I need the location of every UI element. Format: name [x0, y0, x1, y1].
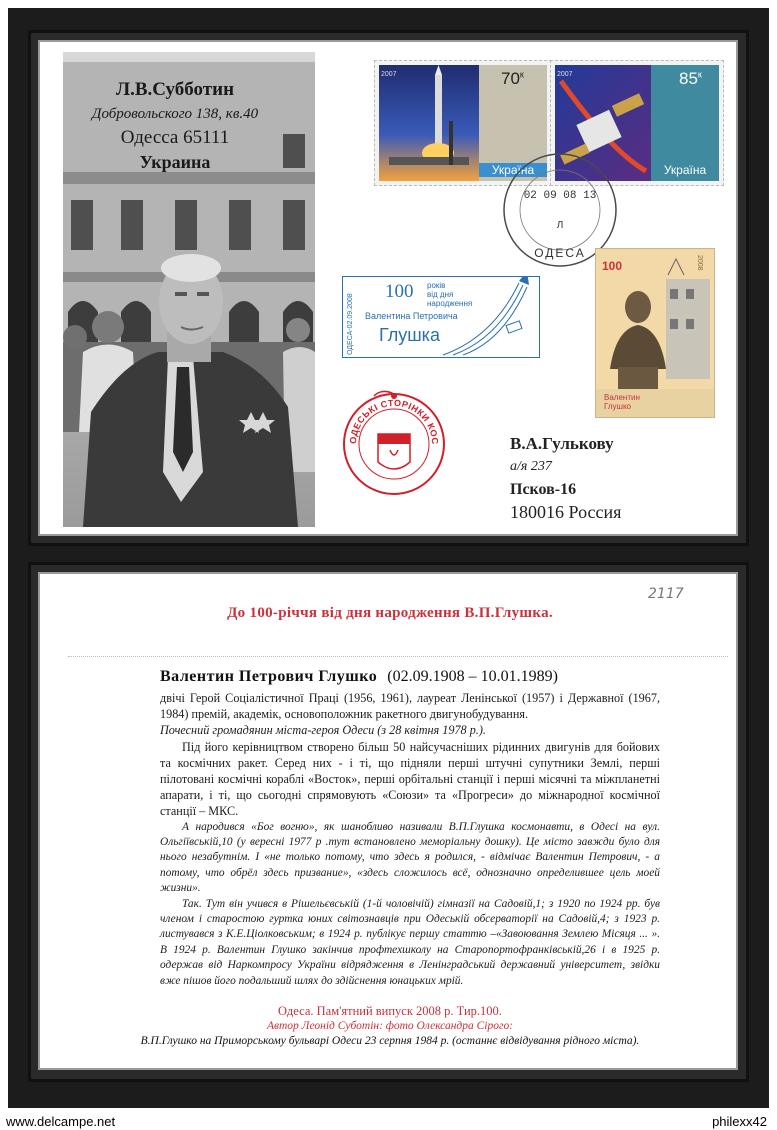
sender-city: Одесса 65111 — [120, 127, 230, 148]
bio-text — [160, 690, 660, 989]
stamp1-country: Україна — [479, 163, 547, 177]
cachet-surname: Глушка — [379, 325, 440, 345]
stamp-personal — [595, 248, 715, 418]
recipient-box: а/я 237 — [510, 459, 552, 474]
watermark-right: philexx42 — [712, 1114, 767, 1129]
personal-stamp-caption: Валентин Глушко — [604, 393, 640, 411]
recipient-address — [510, 432, 621, 524]
bio-heading-dates: (02.09.1908 – 10.01.1989) — [387, 668, 558, 685]
bio-paragraph-1: двічі Герой Соціалістичної Праці (1956, 1961), лауреат Ленінської (1957) і Державної (1967, 1984) премій, академік, основоположник ракетного двигунобудування. — [160, 691, 660, 722]
watermark-left: www.delcampe.net — [6, 1114, 116, 1129]
red-cachet-text: ОДЕСЬКІ СТОРІНКИ КОС — [347, 397, 441, 445]
sender-name: Л.В.Субботин — [115, 79, 235, 100]
postmark-city: ОДЕСА — [534, 246, 586, 260]
bio-paragraph-2: Під його керівництвом створено більш 50 найсучасніших рідинних двигунів для бойових та космічних ракет. Серед них - і ті, що підняли перші штучні супутники Землі, перші пілотовані космічні кораблі «Восток», перші орбітальні станції і перші місячні та міжпланетні апарати, і ті, що сьогодні спрямовують «Союзи» та «Прогреси» до міжнародної космічної станції – МКС. — [160, 739, 660, 819]
divider-line — [68, 656, 728, 657]
stamp2-value: $85^к$ — [679, 69, 702, 88]
stamp2-country: Україна — [663, 163, 707, 177]
recipient-name: В.А.Гулькову — [510, 434, 614, 453]
bio-heading — [160, 668, 680, 686]
footer-line-1: Одеса. Пам'ятний випуск 2008 р. Тир.100. — [278, 1004, 502, 1018]
postmark-index: Л — [556, 220, 564, 231]
blue-cachet — [342, 276, 540, 358]
postmark-date: 02 09 08 13 — [523, 190, 597, 202]
personal-stamp-value: 100 — [602, 259, 623, 273]
red-cachet — [338, 386, 450, 498]
stamp1-year: 2007 — [381, 71, 397, 78]
reverse-title: До 100-річчя від дня народження В.П.Глушка. — [227, 605, 553, 621]
stamp1-value: $70^к$ — [501, 69, 524, 88]
sender-street: Добровольского 138, кв.40 — [91, 106, 259, 122]
sender-address — [70, 78, 280, 174]
bio-paragraph-4: Так. Тут він учився в Рішельєвській (1-й чоловічій) гімназії на Садовій,1; з 1920 по 1924 рр. був членом і старостою гуртка юних світознавців при Одеській обсерваторії на Садовій,4; з 1923 р. листувався з К.Е.Ціолковським; в 1924 р. публікує першу статтю –«Завоювання Землею Місяця ... ». В 1924 р. Валентин Глушко закінчив профтехшколу на Старопортофранківській,26 і в 1925 р. одержав від Наркомпросу України відрядження в Ленінградський державний університет, звідки вже пішов його подальший шлях до здійснення юнацьких мрій. — [160, 897, 660, 987]
handwritten-number: 2117 — [648, 586, 684, 602]
cachet-name: Валентина Петровича — [365, 311, 458, 321]
cachet-100: 100 — [385, 281, 414, 302]
personal-stamp-year: 2008 — [696, 255, 703, 271]
bio-heading-name: Валентин Петрович Глушко — [160, 668, 378, 685]
sender-country: Украина — [139, 152, 211, 172]
recipient-city: Псков-16 — [510, 481, 577, 498]
bio-paragraph-1-italic: Почесний громадянин міста-героя Одеси (з 28 квітня 1978 р.). — [160, 723, 486, 738]
footer-line-2: Автор Леонід Суботін: фото Олександра Сірого: — [266, 1020, 514, 1032]
stamp2-year: 2007 — [557, 71, 573, 78]
recipient-postcode: 180016 Россия — [510, 502, 622, 522]
bio-paragraph-3: А народився «Бог вогню», як шанобливо називали В.П.Глушка космонавти, в Одесі на вул. Ольгіївській,10 (у вересні 1977 р .тут встановлено меморіальну дошку). Це місто завжди було для нього незабутнім. І «не только потому, что здесь я родился, - відмічає Валентин Петрович, - а потому, что обрёл здесь призвание», «здесь сложилось всё, однозначно определившее цель моей жизни». — [160, 820, 660, 895]
footer-line-3: В.П.Глушко на Приморському бульварі Одеси 23 серпня 1984 р. (останнє відвідування рідного міста). — [140, 1035, 640, 1047]
cachet-side-text: ОДЕСА-02.09.2008 — [347, 293, 354, 355]
cachet-small-text: років від дня народження — [427, 281, 473, 308]
